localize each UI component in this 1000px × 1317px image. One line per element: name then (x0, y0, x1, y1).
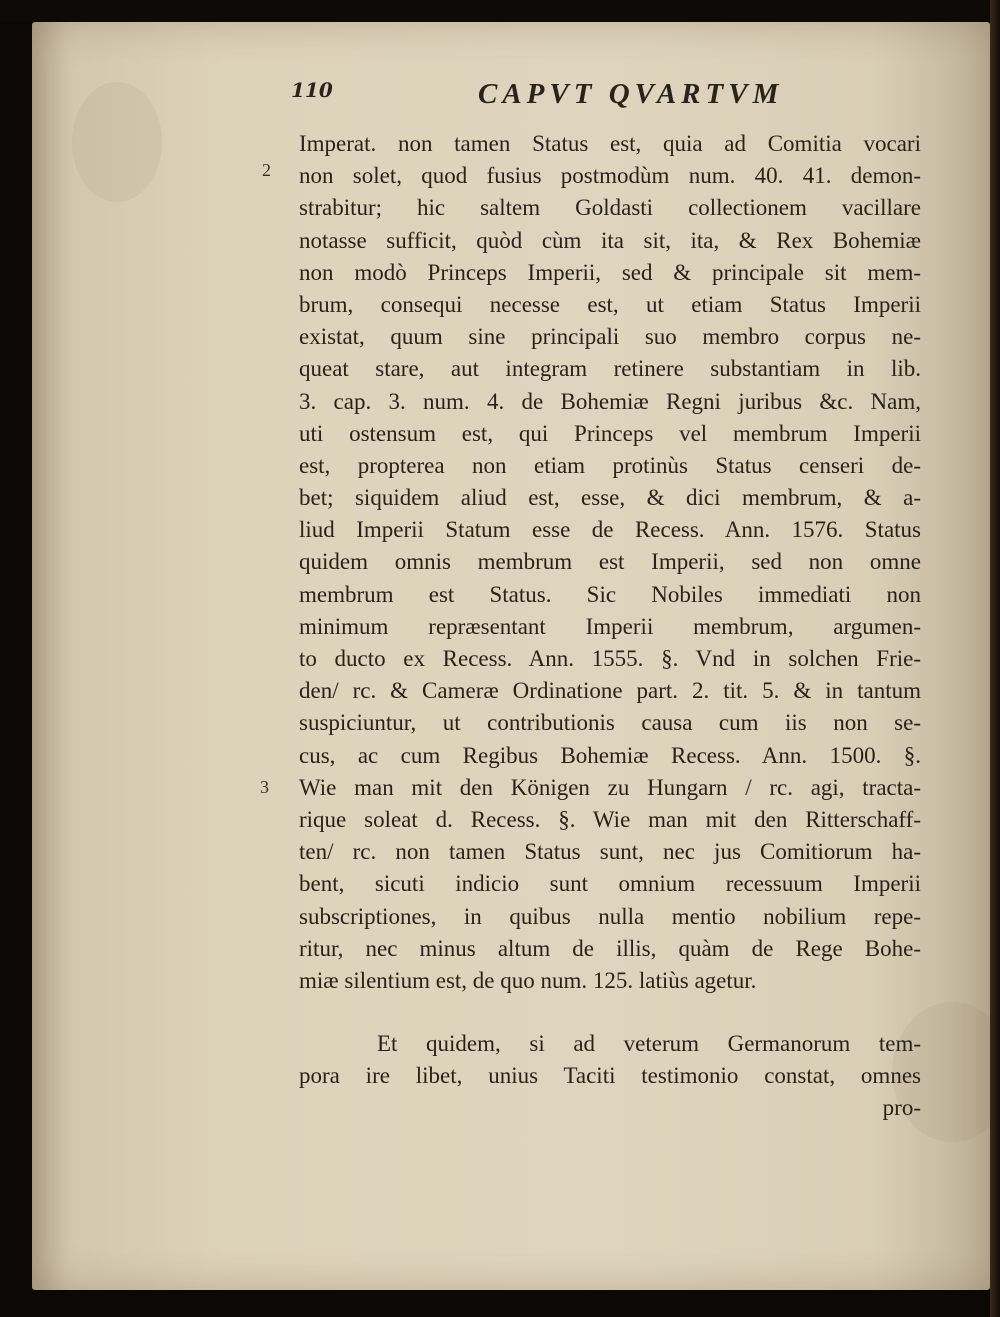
text-line: cus, ac cum Regibus Bohemiæ Recess. Ann. 1500. §. (299, 742, 921, 768)
scan-top-border (0, 0, 1000, 22)
text-line: Imperat. non tamen Status est, quia ad Comitia vocari (299, 131, 921, 156)
text-line: 3. cap. 3. num. 4. de Bohemiæ Regni juribus &c. Nam, (299, 388, 921, 414)
text-line: strabitur; hic saltem Goldasti collectionem vacillare (299, 195, 921, 221)
text-line: ritur, nec minus altum de illis, quàm de Rege Bohe- (299, 935, 921, 961)
text-line: Wie man mit den Königen zu Hungarn / rc. agi, tracta- (299, 774, 921, 800)
text-line: non solet, quod fusius postmodùm num. 40. 41. demon- (299, 163, 921, 189)
text-line: membrum est Status. Sic Nobiles immediati non (299, 581, 921, 607)
text-line: subscriptiones, in quibus nulla mentio nobilium repe- (299, 903, 921, 929)
text-line: rique soleat d. Recess. §. Wie man mit den Ritterschaff- (299, 806, 921, 832)
paper-stain (72, 82, 162, 202)
margin-mark: 2 (262, 160, 271, 180)
text-line: est, propterea non etiam protinùs Status censeri de- (299, 452, 921, 478)
page-number: 110 (291, 78, 333, 102)
paragraph-gap (299, 997, 921, 1028)
paragraph-1 (299, 128, 921, 997)
text-body (299, 128, 921, 1125)
book-edge-shadow (990, 0, 1000, 1317)
text-line: pora ire libet, unius Taciti testimonio constat, omnes (299, 1063, 921, 1089)
text-line: to ducto ex Recess. Ann. 1555. §. Vnd in solchen Frie- (299, 646, 921, 671)
text-line: suspiciuntur, ut contributionis causa cum iis non se- (299, 710, 921, 736)
text-line: bent, sicuti indicio sunt omnium recessuum Imperii (299, 871, 921, 897)
text-line: notasse sufficit, quòd cùm ita sit, ita, & Rex Bohemiæ (299, 227, 921, 253)
text-line: quidem omnis membrum est Imperii, sed non omne (299, 549, 921, 575)
text-line: ten/ rc. non tamen Status sunt, nec jus Comitiorum ha- (299, 839, 921, 865)
text-line: non modò Princeps Imperii, sed & principale sit mem- (299, 259, 921, 285)
text-line: brum, consequi necesse est, ut etiam Status Imperii (299, 291, 921, 317)
text-line: bet; siquidem aliud est, esse, & dici membrum, & a- (299, 485, 921, 511)
text-line: den/ rc. & Cameræ Ordinatione part. 2. tit. 5. & in tantum (299, 678, 921, 704)
margin-mark: 3 (260, 777, 269, 797)
text-line: minimum repræsentant Imperii membrum, argumen- (299, 613, 921, 639)
running-head: CAPVT QVARTVM (478, 78, 784, 110)
paragraph-2 (299, 1028, 921, 1092)
text-line: uti ostensum est, qui Princeps vel membrum Imperii (299, 420, 921, 446)
text-line: queat stare, aut integram retinere substantiam in lib. (299, 356, 921, 382)
text-line: miæ silentium est, de quo num. 125. latiùs agetur. (299, 967, 757, 993)
catchword: pro- (882, 1095, 921, 1121)
text-line: liud Imperii Statum esse de Recess. Ann. 1576. Status (299, 517, 921, 543)
text-line: existat, quum sine principali suo membro corpus ne- (299, 324, 921, 350)
text-line: Et quidem, si ad veterum Germanorum tem- (377, 1031, 921, 1057)
